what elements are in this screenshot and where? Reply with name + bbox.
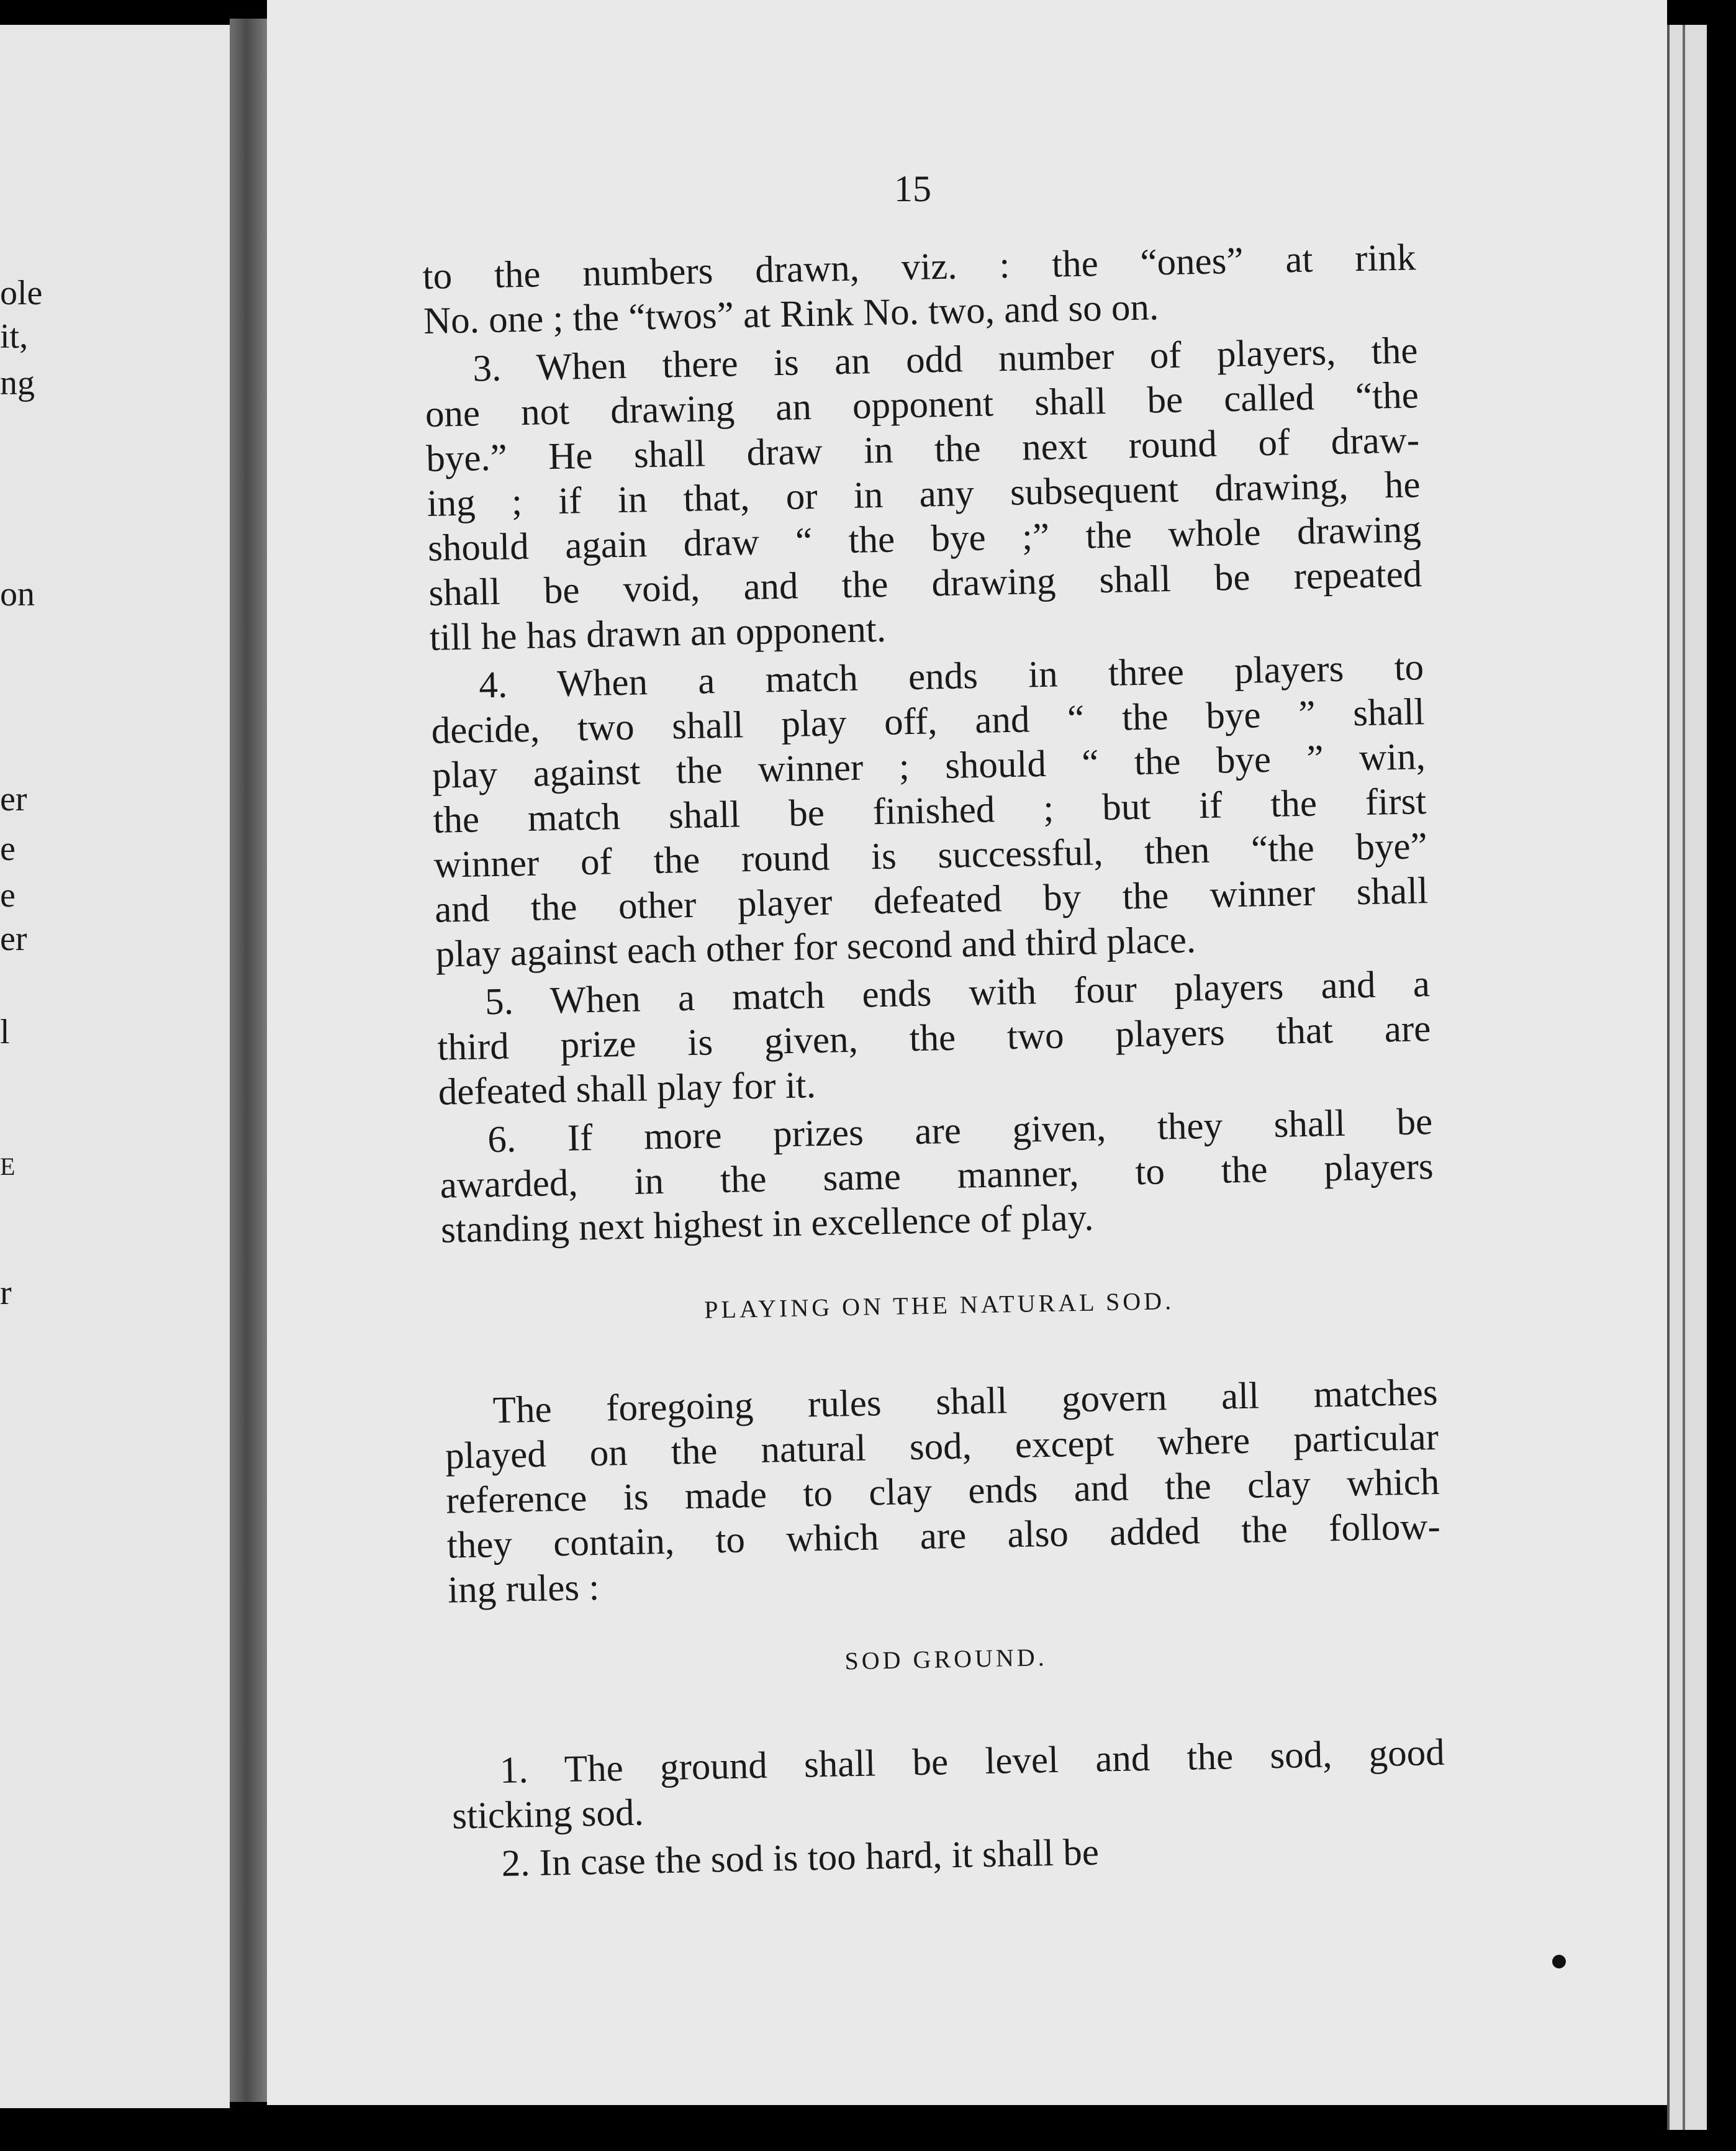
left-page-fragment: ng	[0, 364, 35, 402]
text-line: decide, two shall play off, and “ the bye ” shall	[431, 691, 1426, 752]
page-number: 15	[894, 168, 931, 209]
text-line: play against the winner ; should “ the bye ” win,	[432, 736, 1426, 797]
text-line: played on the natural sod, except where particular	[445, 1416, 1439, 1477]
text-line: 5. When a match ends with four players and a	[484, 963, 1431, 1023]
left-page	[0, 25, 230, 2108]
right-page	[267, 0, 1667, 2105]
text-line: till he has drawn an opponent.	[429, 608, 887, 659]
text-line: defeated shall play for it.	[438, 1064, 816, 1113]
book-gutter	[230, 19, 267, 2102]
left-page-fragment: l	[0, 1013, 10, 1051]
text-line: awarded, in the same manner, to the players	[440, 1146, 1434, 1207]
paragraph	[436, 962, 1432, 1115]
text-line: the match shall be finished ; but if the first	[432, 781, 1427, 841]
text-line: they contain, to which are also added the follow-	[446, 1505, 1441, 1567]
left-page-fragment: E	[0, 1152, 16, 1180]
paragraph	[451, 1731, 1445, 1839]
heading-sod-ground: SOD GROUND.	[844, 1643, 1048, 1675]
ink-speck	[1552, 1955, 1566, 1968]
left-page-fragment: e	[0, 830, 16, 868]
text-line: and the other player defeated by the winner shall	[434, 870, 1429, 931]
page-edge-line	[1683, 25, 1685, 2130]
text-line: to the numbers drawn, viz. : the “ones” at rink	[422, 237, 1417, 297]
text-line: shall be void, and the drawing shall be repeated	[428, 553, 1422, 614]
text-line: winner of the round is successful, then “the bye”	[433, 825, 1428, 886]
left-page-fragment: it,	[0, 317, 29, 356]
left-page-fragment: er	[0, 780, 27, 818]
page-edge	[1667, 25, 1707, 2130]
text-line: should again draw “ the bye ;” the whole drawing	[427, 509, 1422, 569]
text-line: bye.” He shall draw in the next round of draw-	[425, 419, 1420, 480]
text-line: third prize is given, the two players that are	[436, 1008, 1431, 1069]
text-line: standing next highest in excellence of play.	[440, 1197, 1094, 1251]
natural-sod-paragraph	[444, 1370, 1442, 1613]
text-line: 1. The ground shall be level and the sod, good	[499, 1731, 1445, 1792]
left-page-fragment: e	[0, 876, 16, 915]
sod-ground-paragraphs	[451, 1731, 1447, 1888]
left-page-fragment: er	[0, 920, 27, 958]
text-line: sticking sod.	[451, 1791, 644, 1837]
left-page-fragment: on	[0, 575, 35, 614]
paragraph	[430, 645, 1429, 977]
text-line: 6. If more prizes are given, they shall be	[487, 1101, 1433, 1161]
heading-natural-sod: PLAYING ON THE NATURAL SOD.	[703, 1287, 1175, 1324]
text-line: 3. When there is an odd number of players, the	[472, 330, 1418, 390]
text-line: ing ; if in that, or in any subsequent drawing, he	[427, 464, 1421, 525]
text-line: 4. When a match ends in three players to	[478, 646, 1424, 707]
text-line: The foregoing rules shall govern all matches	[492, 1371, 1439, 1432]
left-page-fragment: ole	[0, 274, 43, 312]
text-line: one not drawing an opponent shall be called “the	[425, 374, 1419, 435]
text-line: 2. In case the sod is too hard, it shall be	[501, 1831, 1100, 1885]
text-line: play against each other for second and third place.	[435, 919, 1196, 976]
text-line: reference is made to clay ends and the clay which	[445, 1460, 1440, 1522]
paragraph	[439, 1100, 1435, 1253]
paragraph	[422, 235, 1417, 344]
paragraph	[444, 1370, 1442, 1613]
left-page-fragment: r	[0, 1274, 12, 1312]
text-column	[422, 235, 1447, 1891]
text-line: ing rules :	[447, 1566, 600, 1611]
text-line: No. one ; the “twos” at Rink No. two, and so on.	[423, 286, 1159, 342]
paragraph	[424, 328, 1423, 661]
rules-paragraphs	[422, 235, 1435, 1252]
